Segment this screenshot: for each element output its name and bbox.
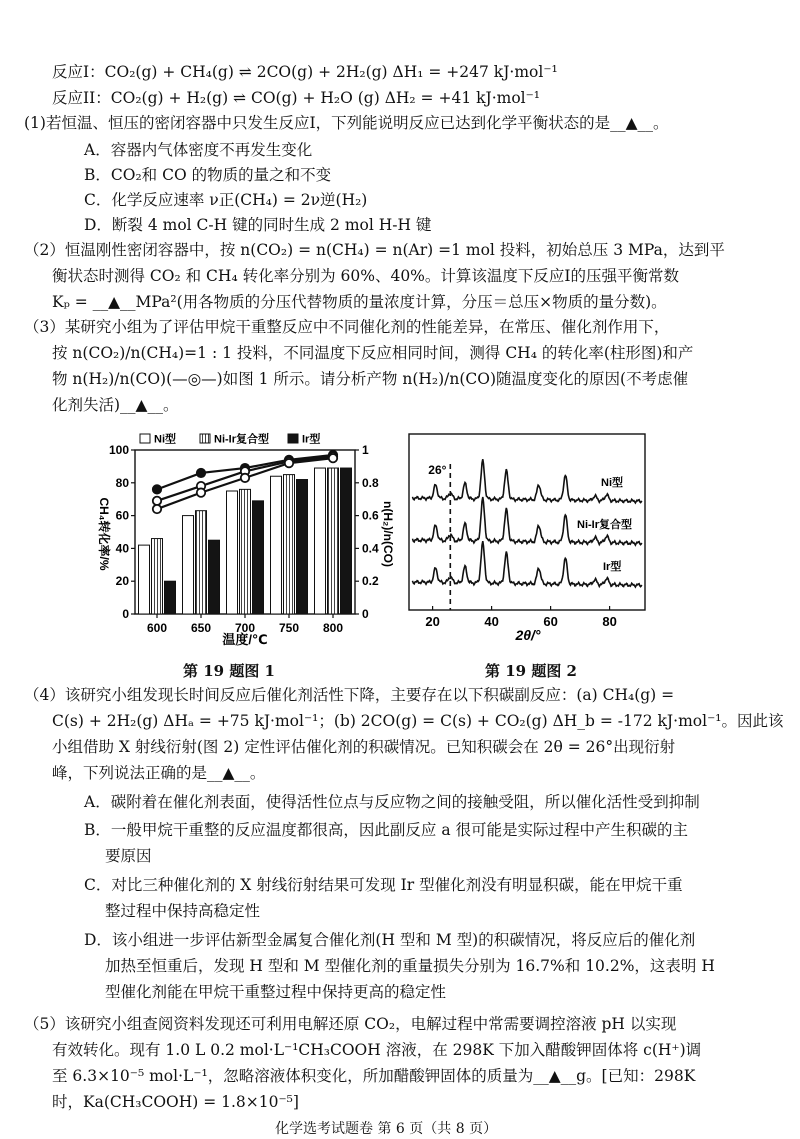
bar-Ni型-650 bbox=[183, 516, 194, 614]
bar-Ni-Ir复合型-600 bbox=[152, 539, 163, 614]
x-tick-label: 60 bbox=[543, 614, 558, 629]
q1-option-c: C．化学反应速率 ν正(CH₄) = 2ν逆(H₂) bbox=[84, 191, 368, 209]
page-footer: 化学选考试题卷 第 6 页（共 8 页） bbox=[275, 1121, 498, 1137]
figure-2-xrd-chart bbox=[405, 430, 655, 646]
q5-line-4: 时，Ka(CH₃COOH) = 1.8×10⁻⁵] bbox=[52, 1093, 299, 1111]
x-tick-label: 750 bbox=[278, 621, 300, 635]
q3-line-1: （3）某研究小组为了评估甲烷干重整反应中不同催化剂的性能差异，在常压、催化剂作用下， bbox=[24, 318, 670, 336]
q1-stem: (1)若恒温、恒压的密闭容器中只发生反应I，下列能说明反应已达到化学平衡状态的是__▲__。 bbox=[24, 114, 669, 132]
bar-Ni型-800 bbox=[315, 468, 326, 614]
trace-label: Ir型 bbox=[603, 561, 622, 573]
y2-axis-label: n(H₂)/n(CO) bbox=[381, 501, 395, 567]
bar-Ni型-750 bbox=[271, 476, 282, 614]
ratio-point-3-750 bbox=[285, 459, 293, 467]
ratio-point-1-650 bbox=[197, 469, 205, 477]
x-tick-label: 20 bbox=[425, 614, 440, 629]
q4-option-c-1: C．对比三种催化剂的 X 射线衍射结果可发现 Ir 型催化剂没有明显积碳，能在甲烷干重 bbox=[84, 876, 683, 894]
bar-Ir型-600 bbox=[165, 581, 176, 614]
bar-Ir型-650 bbox=[209, 540, 220, 614]
q1-option-a: A．容器内气体密度不再发生变化 bbox=[84, 141, 313, 159]
y-tick-label: 80 bbox=[115, 475, 129, 490]
trace-label: Ni-Ir复合型 bbox=[577, 519, 632, 531]
ratio-point-3-700 bbox=[241, 474, 249, 482]
y2-tick-label: 0.6 bbox=[362, 508, 379, 523]
legend-label: Ir型 bbox=[302, 433, 321, 446]
q5-line-2: 有效转化。现有 1.0 L 0.2 mol·L⁻¹CH₃COOH 溶液，在 298K 下加入醋酸钾固体将 c(H⁺)调 bbox=[52, 1041, 702, 1059]
q4-option-a: A．碳附着在催化剂表面，使得活性位点与反应物之间的接触受阻，所以催化活性受到抑制 bbox=[84, 793, 700, 811]
y-tick-label: 100 bbox=[108, 443, 129, 457]
bar-Ni-Ir复合型-700 bbox=[240, 489, 251, 614]
ratio-point-3-800 bbox=[329, 454, 337, 462]
q2-line-3: Kₚ = __▲__MPa²(用各物质的分压代替物质的量浓度计算，分压＝总压×物质的量分数)。 bbox=[52, 293, 667, 311]
legend-swatch bbox=[200, 434, 210, 443]
legend-swatch bbox=[288, 434, 298, 443]
ratio-point-3-600 bbox=[153, 505, 161, 513]
q3-line-4: 化剂失活)__▲__。 bbox=[52, 396, 179, 414]
bar-Ir型-750 bbox=[297, 480, 308, 614]
bar-Ni-Ir复合型-800 bbox=[328, 468, 339, 614]
q4-option-d-1: D．该小组进一步评估新型金属复合催化剂(H 型和 M 型)的积碳情况，将反应后的催化剂 bbox=[84, 931, 696, 949]
y2-tick-label: 0.2 bbox=[362, 574, 379, 589]
legend-label: Ni型 bbox=[154, 433, 176, 446]
q3-line-2: 按 n(CO₂)/n(CH₄)=1 : 1 投料，不同温度下反应相同时间，测得 CH₄ 的转化率(柱形图)和产 bbox=[52, 344, 694, 362]
y-tick-label: 0 bbox=[122, 607, 129, 621]
x-tick-label: 650 bbox=[190, 621, 212, 635]
bar-Ni型-700 bbox=[227, 491, 238, 614]
reaction-1: 反应I：CO₂(g) + CH₄(g) ⇌ 2CO(g) + 2H₂(g) ΔH₁ = +247 kJ·mol⁻¹ bbox=[52, 63, 558, 81]
y-tick-label: 40 bbox=[115, 541, 129, 556]
y-tick-label: 60 bbox=[115, 508, 129, 523]
q4-option-b-2: 要原因 bbox=[105, 847, 152, 865]
x-tick-label: 80 bbox=[602, 614, 617, 629]
q1-option-d: D．断裂 4 mol C-H 键的同时生成 2 mol H-H 键 bbox=[84, 216, 432, 234]
legend-label: Ni-Ir复合型 bbox=[214, 433, 269, 446]
y2-tick-label: 0.8 bbox=[362, 475, 379, 490]
x-tick-label: 40 bbox=[484, 614, 499, 629]
q4-option-b-1: B．一般甲烷干重整的反应温度都很高，因此副反应 a 很可能是实际过程中产生积碳的主 bbox=[84, 821, 688, 839]
marker-label: 26° bbox=[428, 463, 447, 477]
ratio-point-2-600 bbox=[153, 497, 161, 505]
x-axis-label: 温度/℃ bbox=[222, 632, 268, 647]
q2-line-1: （2）恒温刚性密闭容器中，按 n(CO₂) = n(CH₄) = n(Ar) =1 mol 投料，初始总压 3 MPa，达到平 bbox=[24, 241, 725, 259]
x-tick-label: 700 bbox=[234, 621, 256, 635]
x-axis-label: 2θ/° bbox=[515, 627, 541, 643]
figure-2-caption: 第 19 题图 2 bbox=[485, 662, 577, 680]
ratio-point-3-650 bbox=[197, 488, 205, 496]
figure-1-bar-chart bbox=[78, 426, 398, 656]
bar-Ni-Ir复合型-750 bbox=[284, 475, 295, 614]
q2-line-2: 衡状态时测得 CO₂ 和 CH₄ 转化率分别为 60%、40%。计算该温度下反应I的压强平衡常数 bbox=[52, 267, 680, 285]
x-tick-label: 600 bbox=[146, 621, 168, 635]
q4-option-c-2: 整过程中保持高稳定性 bbox=[105, 902, 261, 920]
y2-tick-label: 1 bbox=[362, 443, 369, 457]
q4-line-1: （4）该研究小组发现长时间反应后催化剂活性下降，主要存在以下积碳副反应：(a) CH₄(g) = bbox=[24, 686, 675, 704]
bar-Ir型-700 bbox=[253, 501, 264, 614]
q4-line-4: 峰，下列说法正确的是__▲__。 bbox=[52, 764, 266, 782]
q3-line-3: 物 n(H₂)/n(CO)(—◎—)如图 1 所示。请分析产物 n(H₂)/n(CO)随温度变化的原因(不考虑催 bbox=[52, 370, 689, 388]
q5-line-1: （5）该研究小组查阅资料发现还可利用电解还原 CO₂，电解过程中常需要调控溶液 pH 以实现 bbox=[24, 1015, 677, 1033]
y2-tick-label: 0.4 bbox=[362, 541, 379, 556]
bar-Ir型-800 bbox=[341, 468, 352, 614]
trace-label: Ni型 bbox=[601, 477, 623, 489]
q1-option-b: B．CO₂和 CO 的物质的量之和不变 bbox=[84, 166, 332, 184]
figure-1-caption: 第 19 题图 1 bbox=[183, 662, 275, 680]
q4-line-2: C(s) + 2H₂(g) ΔHₐ = +75 kJ·mol⁻¹；(b) 2CO(g) = C(s) + CO₂(g) ΔH_b = -172 kJ·mol⁻¹。因此该 bbox=[52, 712, 784, 730]
q5-line-3: 至 6.3×10⁻⁵ mol·L⁻¹，忽略溶液体积变化，所加醋酸钾固体的质量为__▲__g。[已知：298K bbox=[52, 1067, 696, 1085]
y-tick-label: 20 bbox=[115, 574, 129, 589]
x-tick-label: 800 bbox=[322, 621, 344, 635]
y2-tick-label: 0 bbox=[362, 607, 369, 621]
q4-line-3: 小组借助 X 射线衍射(图 2) 定性评估催化剂的积碳情况。已知积碳会在 2θ = 26°出现衍射 bbox=[52, 738, 676, 756]
q4-option-d-3: 型催化剂能在甲烷干重整过程中保持更高的稳定性 bbox=[105, 983, 447, 1001]
q4-option-d-2: 加热至恒重后，发现 H 型和 M 型催化剂的重量损失分别为 16.7%和 10.2%，这表明 H bbox=[105, 957, 715, 975]
bar-Ni型-600 bbox=[139, 545, 150, 614]
reaction-2: 反应II：CO₂(g) + H₂(g) ⇌ CO(g) + H₂O (g) ΔH₂ = +41 kJ·mol⁻¹ bbox=[52, 89, 541, 107]
bar-Ni-Ir复合型-650 bbox=[196, 511, 207, 614]
legend-swatch bbox=[140, 434, 150, 443]
ratio-point-1-600 bbox=[153, 485, 161, 493]
y-axis-label: CH₄转化率/% bbox=[97, 497, 111, 571]
